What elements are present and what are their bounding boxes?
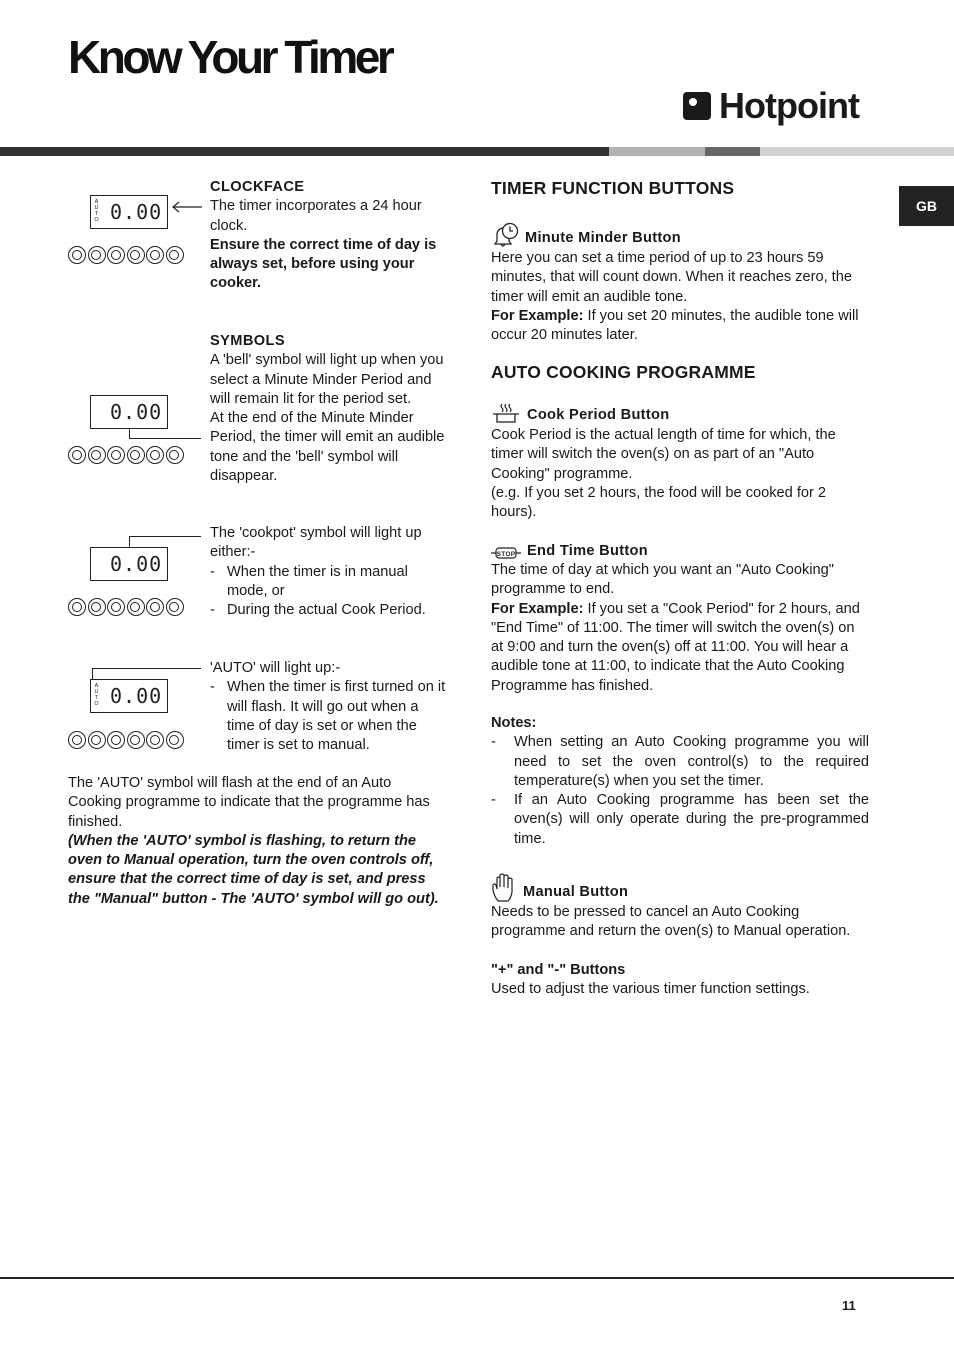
- plus-minus-heading: "+" and "-" Buttons: [491, 962, 626, 978]
- timer-display-clockface: [90, 195, 168, 229]
- auto-cooking-title: AUTO COOKING PROGRAMME: [491, 362, 756, 382]
- list-item: - During the actual Cook Period.: [210, 601, 446, 620]
- timer-knob: [68, 598, 86, 616]
- pointer-line: [129, 536, 201, 537]
- pointer-line: [129, 438, 201, 439]
- cookpot-item: During the actual Cook Period.: [227, 602, 426, 619]
- header-bar-mid: [609, 147, 705, 156]
- symbols-heading: SYMBOLS: [210, 333, 285, 349]
- timer-knob: [88, 246, 106, 264]
- end-time-body: [491, 561, 869, 696]
- timer-knob: [146, 446, 164, 464]
- display-digits: 0.00: [110, 400, 163, 424]
- auto-item: When the timer is first turned on it will flash. It will go out when a time of day is set or when the timer is set to manual.: [227, 679, 446, 754]
- auto-indicator: A U T O: [94, 683, 99, 707]
- cook-period-body: [491, 426, 869, 522]
- timer-knob: [68, 446, 86, 464]
- timer-knob: [107, 731, 125, 749]
- page-number: 11: [842, 1298, 856, 1313]
- list-item: - When setting an Auto Cooking programme you will need to set the oven control(s) to the required temperature(s) when you set the timer.: [491, 733, 869, 791]
- timer-knob: [107, 246, 125, 264]
- timer-knob: [127, 598, 145, 616]
- brand-name: Hotpoint: [719, 85, 859, 126]
- example-label: For Example:: [491, 307, 584, 324]
- manual-heading-row: [491, 873, 628, 903]
- cookpot-item: When the timer is in manual mode, or: [227, 563, 408, 599]
- timer-display-auto: [90, 679, 168, 713]
- end-time-example: If you set a "Cook Period" for 2 hours, and "End Time" of 11:00. The timer will switch the oven(s) on at 9:00 and turn the oven(s) off at 11:00. You will hear a audible tone at 11:00, to indicate that the Auto Cooking Programme has finished.: [491, 600, 860, 694]
- note-item: When setting an Auto Cooking programme you will need to set the oven control(s) to the required temperature(s) when you set the timer.: [514, 734, 869, 789]
- clockface-warning: Ensure the correct time of day is always set, before using your cooker.: [210, 236, 437, 292]
- auto-flash-text: The 'AUTO' symbol will flash at the end of an Auto Cooking programme to indicate that the programme has finished.: [68, 775, 430, 830]
- manual-body: [491, 903, 871, 942]
- manual-text: Needs to be pressed to cancel an Auto Cooking programme and return the oven(s) to Manual operation.: [491, 904, 851, 940]
- timer-knob: [68, 731, 86, 749]
- timer-knob: [68, 246, 86, 264]
- notes-heading: Notes:: [491, 715, 537, 731]
- timer-knob: [107, 598, 125, 616]
- auto-flash-note: (When the 'AUTO' symbol is flashing, to return the oven to Manual operation, turn the oven controls off, ensure that the correct time of day is set, and press the "Manual" button - The 'AUTO' symbol will go out).: [68, 832, 439, 907]
- arrow-icon: [170, 201, 204, 213]
- end-time-heading: End Time Button: [527, 543, 648, 559]
- footer-rule: [0, 1277, 954, 1279]
- cookpot-section: [210, 524, 446, 620]
- timer-knob: [146, 731, 164, 749]
- timer-knob: [146, 246, 164, 264]
- list-item: - When the timer is in manual mode, or: [210, 563, 446, 602]
- brand-mark-icon: [683, 92, 711, 120]
- clockface-section: [210, 178, 446, 294]
- bell-text-2: At the end of the Minute Minder Period, the timer will emit an audible tone and the 'bell' symbol will disappear.: [210, 410, 445, 485]
- timer-knob: [88, 731, 106, 749]
- timer-buttons-row: [68, 446, 184, 464]
- timer-knob: [88, 598, 106, 616]
- timer-knob: [127, 446, 145, 464]
- timer-display-cookpot: [90, 547, 168, 581]
- minute-minder-example: If you set 20 minutes, the audible tone will occur 20 minutes later.: [491, 307, 859, 344]
- clockface-heading: CLOCKFACE: [210, 179, 305, 195]
- timer-knob: [166, 731, 184, 749]
- cook-period-heading-row: [491, 402, 669, 424]
- timer-knob: [166, 446, 184, 464]
- timer-functions-title: TIMER FUNCTION BUTTONS: [491, 178, 735, 198]
- cookpot-intro: The 'cookpot' symbol will light up either:-: [210, 525, 422, 561]
- timer-knob: [146, 598, 164, 616]
- cookpot-icon: [491, 402, 521, 424]
- end-time-text: The time of day at which you want an "Auto Cooking" programme to end.: [491, 562, 834, 598]
- timer-buttons-row: [68, 731, 184, 749]
- header-bar-light: [760, 147, 954, 156]
- timer-knob: [127, 731, 145, 749]
- symbols-section: [210, 332, 446, 486]
- timer-knob: [88, 446, 106, 464]
- minute-minder-heading: Minute Minder Button: [525, 230, 681, 246]
- display-digits: 0.00: [110, 684, 163, 708]
- bell-text-1: A 'bell' symbol will light up when you select a Minute Minder Period and will remain lit for the period set.: [210, 352, 444, 407]
- plus-minus-text: Used to adjust the various timer function settings.: [491, 981, 810, 998]
- timer-knob: [107, 446, 125, 464]
- language-tab: GB: [899, 186, 954, 226]
- header-bar-dark: [0, 147, 609, 156]
- notes-section: [491, 714, 869, 849]
- minute-minder-text: Here you can set a time period of up to 23 hours 59 minutes, that will count down. When it reaches zero, the timer will emit an audible tone.: [491, 250, 852, 305]
- header-bar-dark2: [705, 147, 760, 156]
- auto-indicator: A U T O: [94, 199, 99, 223]
- example-label: For Example:: [491, 600, 584, 617]
- minute-minder-heading-row: [491, 222, 681, 248]
- auto-flash-section: [68, 774, 444, 909]
- end-time-heading-row: [491, 541, 648, 561]
- list-item: - When the timer is first turned on it will flash. It will go out when a time of day is set or when the timer is set to manual.: [210, 678, 446, 755]
- stop-icon-label: STOP: [496, 550, 516, 558]
- hand-icon: [491, 873, 517, 903]
- timer-knob: [166, 598, 184, 616]
- stop-icon: [491, 541, 521, 561]
- note-item: If an Auto Cooking programme has been set the oven(s) will only operate during the pre-programmed time.: [514, 792, 869, 847]
- timer-knob: [127, 246, 145, 264]
- auto-intro: 'AUTO' will light up:-: [210, 660, 341, 676]
- cook-period-heading: Cook Period Button: [527, 407, 670, 423]
- cook-period-text: Cook Period is the actual length of time for which, the timer will switch the oven(s) on as part of an "Auto Cooking" programme.: [491, 427, 836, 482]
- pointer-line: [92, 668, 201, 669]
- display-digits: 0.00: [110, 200, 163, 224]
- timer-buttons-row: [68, 598, 184, 616]
- bell-icon: [491, 222, 519, 248]
- cook-period-example: (e.g. If you set 2 hours, the food will be cooked for 2 hours).: [491, 484, 827, 521]
- auto-section: [210, 659, 446, 755]
- plus-minus-section: [491, 961, 869, 1000]
- display-digits: 0.00: [110, 552, 163, 576]
- page-title: Know Your Timer: [68, 31, 392, 83]
- timer-buttons-row: [68, 246, 184, 264]
- clockface-text: The timer incorporates a 24 hour clock.: [210, 198, 422, 234]
- brand-logo: [683, 86, 859, 126]
- list-item: - If an Auto Cooking programme has been set the oven(s) will only operate during the pre-programmed time.: [491, 791, 869, 849]
- timer-display-bell: [90, 395, 168, 429]
- minute-minder-body: [491, 249, 869, 345]
- manual-heading: Manual Button: [523, 884, 629, 900]
- timer-knob: [166, 246, 184, 264]
